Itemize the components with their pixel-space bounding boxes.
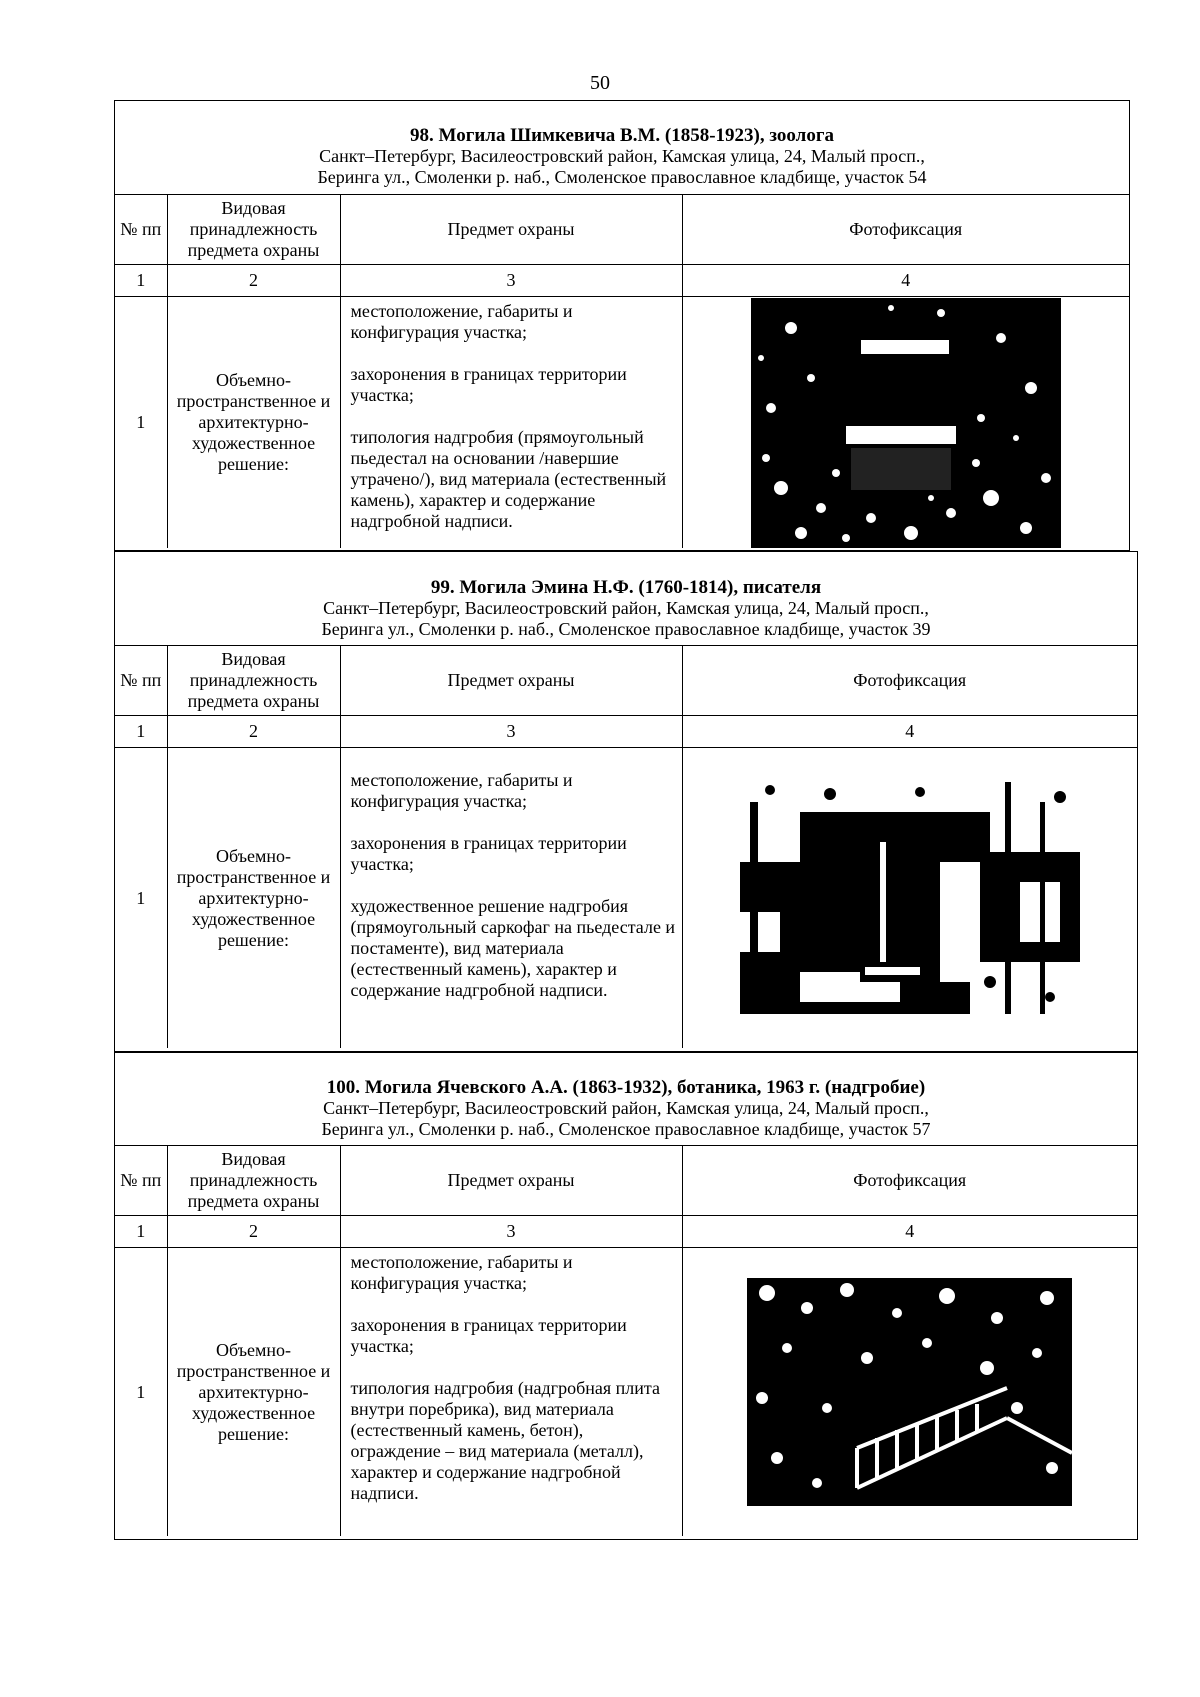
column-number: 4 <box>682 716 1137 748</box>
column-number: 2 <box>167 265 340 297</box>
column-number-row <box>115 716 1137 748</box>
header-num: № пп <box>115 1146 167 1216</box>
section-address-line: Беринга ул., Смоленки р. наб., Смоленское православное кладбище, участок 39 <box>321 619 931 639</box>
header-photo: Фотофиксация <box>682 646 1137 716</box>
header-type: Видовая принадлежность предмета охраны <box>167 195 340 265</box>
header-type: Видовая принадлежность предмета охраны <box>167 1146 340 1216</box>
section-header <box>115 1053 1137 1146</box>
row-type: Объемно-пространственное и архитектурно-художественное решение: <box>167 748 340 1049</box>
protection-table <box>115 195 1129 548</box>
column-number: 1 <box>115 716 167 748</box>
row-type: Объемно-пространственное и архитектурно-художественное решение: <box>167 1248 340 1537</box>
section-title: 99. Могила Эмина Н.Ф. (1760-1814), писателя <box>430 577 822 598</box>
column-number-row <box>115 265 1129 297</box>
subject-item: захоронения в границах территории участка; <box>350 364 627 405</box>
row-number: 1 <box>115 748 167 1049</box>
section-address-line: Беринга ул., Смоленки р. наб., Смоленское православное кладбище, участок 54 <box>317 167 927 187</box>
grave-photo <box>747 1278 1072 1506</box>
monument-section-98 <box>114 100 1130 551</box>
column-number: 2 <box>167 716 340 748</box>
row-subject <box>340 1248 682 1537</box>
section-address-line: Беринга ул., Смоленки р. наб., Смоленское православное кладбище, участок 57 <box>321 1119 931 1139</box>
column-number-row <box>115 1216 1137 1248</box>
row-photo-cell <box>682 1248 1137 1537</box>
subject-item: типология надгробия (надгробная плита внутри поребрика), вид материала (естественный камень, бетон), ограждение – вид материала (металл), характер и содержание надгробной надписи. <box>350 1378 660 1503</box>
protection-table <box>115 646 1137 1048</box>
header-num: № пп <box>115 195 167 265</box>
row-number: 1 <box>115 297 167 549</box>
protection-table <box>115 1146 1137 1536</box>
column-number: 2 <box>167 1216 340 1248</box>
section-title: 100. Могила Ячевского А.А. (1863-1932), ботаника, 1963 г. (надгробие) <box>326 1077 926 1098</box>
header-type: Видовая принадлежность предмета охраны <box>167 646 340 716</box>
section-title: 98. Могила Шимкевича В.М. (1858-1923), зоолога <box>410 125 834 146</box>
header-subject: Предмет охраны <box>340 1146 682 1216</box>
subject-item: местоположение, габариты и конфигурация участка; <box>350 1252 573 1293</box>
section-header <box>115 552 1137 646</box>
section-address-line: Санкт–Петербург, Василеостровский район, Камская улица, 24, Малый просп., <box>319 146 925 166</box>
subject-item: местоположение, габариты и конфигурация участка; <box>350 301 573 342</box>
column-number: 1 <box>115 1216 167 1248</box>
column-number: 1 <box>115 265 167 297</box>
monument-section-100 <box>114 1052 1138 1540</box>
subject-item: художественное решение надгробия (прямоугольный саркофаг на пьедестале и постаменте), вид материала (естественный камень), характер и содержание надгробной надписи. <box>350 896 676 1000</box>
column-number: 4 <box>682 265 1129 297</box>
header-subject: Предмет охраны <box>340 646 682 716</box>
table-header-row <box>115 195 1129 265</box>
column-number: 3 <box>340 265 682 297</box>
row-number: 1 <box>115 1248 167 1537</box>
page-number: 50 <box>590 72 610 94</box>
grave-photo <box>740 782 1080 1014</box>
header-subject: Предмет охраны <box>340 195 682 265</box>
table-header-row <box>115 1146 1137 1216</box>
grave-photo <box>751 298 1061 548</box>
column-number: 4 <box>682 1216 1137 1248</box>
section-header <box>115 101 1129 195</box>
row-subject <box>340 297 682 549</box>
row-photo-cell <box>682 748 1137 1049</box>
table-row <box>115 1248 1137 1537</box>
header-photo: Фотофиксация <box>682 195 1129 265</box>
section-address-line: Санкт–Петербург, Василеостровский район, Камская улица, 24, Малый просп., <box>323 598 929 618</box>
table-row <box>115 297 1129 549</box>
table-row <box>115 748 1137 1049</box>
subject-item: захоронения в границах территории участка; <box>350 833 627 874</box>
table-header-row <box>115 646 1137 716</box>
monument-section-99 <box>114 551 1138 1052</box>
section-address-line: Санкт–Петербург, Василеостровский район, Камская улица, 24, Малый просп., <box>323 1098 929 1118</box>
row-photo-cell <box>682 297 1129 549</box>
column-number: 3 <box>340 716 682 748</box>
header-num: № пп <box>115 646 167 716</box>
subject-item: захоронения в границах территории участка; <box>350 1315 627 1356</box>
header-photo: Фотофиксация <box>682 1146 1137 1216</box>
subject-item: типология надгробия (прямоугольный пьедестал на основании /навершие утрачено/), вид материала (естественный камень), характер и содержание надгробной надписи. <box>350 427 667 531</box>
row-type: Объемно-пространственное и архитектурно-художественное решение: <box>167 297 340 549</box>
column-number: 3 <box>340 1216 682 1248</box>
row-subject <box>340 748 682 1049</box>
subject-item: местоположение, габариты и конфигурация участка; <box>350 770 573 811</box>
